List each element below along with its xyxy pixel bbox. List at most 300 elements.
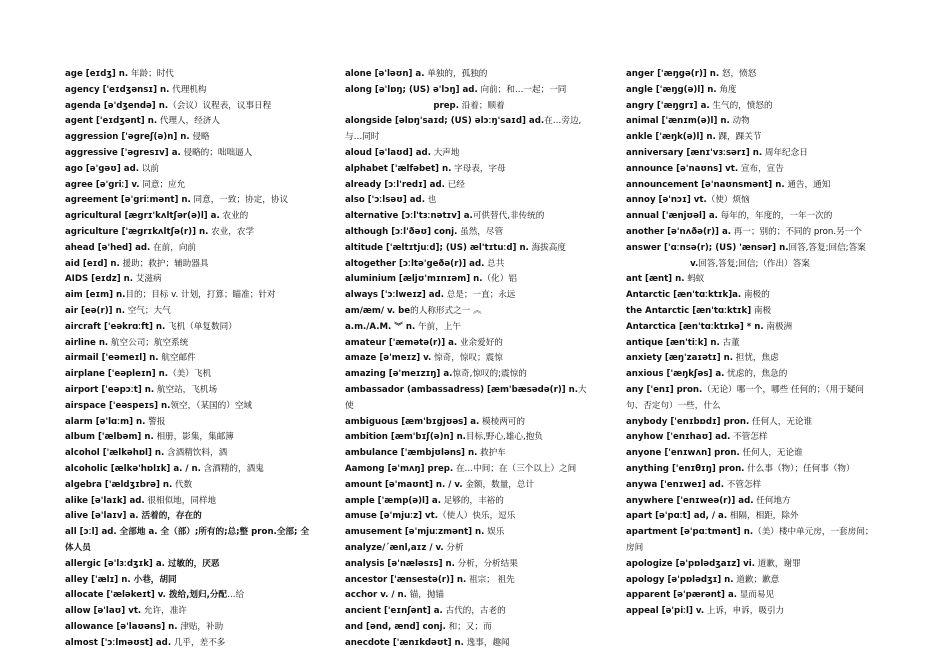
headword: alcohol ['ælkəhɒl] n. <box>65 448 165 459</box>
definition: 娱乐 <box>484 527 505 538</box>
definition: 惊奇，惊叹；震惊 <box>431 353 503 364</box>
headword: alley ['ælɪ] n. 小巷，胡同 <box>65 574 177 585</box>
definition: 道歉；歉意 <box>733 574 780 585</box>
headword: aloud [ə'laʊd] ad. <box>345 147 431 158</box>
vocab-entry <box>65 320 313 336</box>
definition: 业余爱好的 <box>457 337 503 348</box>
vocab-entry <box>626 225 874 241</box>
vocab-entry <box>345 162 593 178</box>
vocab-entry <box>626 478 874 494</box>
headword: any ['enɪ] pron. <box>626 384 703 395</box>
vocab-entry <box>65 241 313 257</box>
definition: 援助；救护；辅助器具 <box>119 258 209 269</box>
definition: 在…旁边,与…同时 <box>345 116 582 143</box>
vocab-entry <box>65 399 313 415</box>
headword: and [ənd, ænd] conj. <box>345 621 446 632</box>
headword: Aamong [ə'mʌŋ] prep. <box>345 463 454 474</box>
vocab-entry <box>345 304 593 320</box>
definition: 空气；大气 <box>124 305 171 316</box>
headword: another [ə'nʌðə(r)] a. <box>626 226 732 237</box>
vocab-entry <box>345 257 593 273</box>
headword: agent ['eɪdʒənt] n. <box>65 116 158 127</box>
definition: 目的；目标 v. 计划，打算；瞄准；针对 <box>125 290 276 301</box>
vocab-entry <box>626 241 874 257</box>
vocab-entry <box>345 67 593 83</box>
headword: ambulance ['æmbjʊləns] n. <box>345 448 478 459</box>
vocab-entry <box>626 320 874 336</box>
vocab-entry <box>65 114 313 130</box>
headword: anxiety [æŋ'zaɪətɪ] n. <box>626 353 734 364</box>
definition: 领空，（某国的）空域 <box>170 400 253 411</box>
vocab-entry <box>65 83 313 99</box>
definition: 和；又；而 <box>445 621 492 632</box>
vocab-entry <box>345 336 593 352</box>
definition: 侵略的；咄咄逼人 <box>180 147 253 158</box>
headword: ancestor ['ænsestə(r)] n. <box>345 574 467 585</box>
definition: 金额，数量，总计 <box>462 479 535 490</box>
definition: 几乎，差不多 <box>171 637 226 648</box>
vocab-entry <box>626 257 874 273</box>
vocab-entry <box>626 604 874 620</box>
definition: 分析 <box>443 542 464 553</box>
headword: aid [eɪd] n. <box>65 258 120 269</box>
definition: （会议）议程表，议事日程 <box>168 100 272 111</box>
definition: 农业，农学 <box>208 226 255 237</box>
definition: 古代的，古老的 <box>442 606 506 617</box>
headword: announcement [ə'naʊnsmənt] n. <box>626 179 785 190</box>
definition: 同意；应允 <box>139 179 186 190</box>
vocab-entry <box>65 557 313 573</box>
vocab-entry <box>345 446 593 462</box>
vocab-entry <box>345 209 593 225</box>
headword: alongside [əlɒŋ'saɪd; (US) əlɔːŋ'saɪd] ad. <box>345 116 545 127</box>
vocab-entry <box>626 446 874 462</box>
headword: anger ['æŋgə(r)] n. <box>626 69 720 79</box>
headword: ambassador (ambassadress) [æm'bæsədə(r)] n. <box>345 384 579 395</box>
headword: ago [ə'gəʊ] ad. <box>65 163 139 174</box>
headword: ambiguous [æm'bɪgjʊəs] a. <box>345 416 480 427</box>
vocab-entry <box>626 351 874 367</box>
definition: 的人称形式之一 ︽ <box>410 305 482 316</box>
vocab-entry <box>65 620 313 636</box>
definition: 南极洲 <box>763 321 793 332</box>
headword: v. <box>690 258 699 269</box>
definition: （使）烦恼 <box>706 195 750 206</box>
definition: 回答,答复;回信;答案 <box>788 242 866 253</box>
headword: antique [æn'tiːk] n. <box>626 337 720 348</box>
definition: 以前 <box>139 163 159 174</box>
headword: already [ɔːl'redɪ] ad. <box>345 179 445 190</box>
headword: alarm [ə'lɑːm] n. <box>65 416 146 427</box>
vocab-entry <box>65 209 313 225</box>
vocab-entry <box>345 99 593 115</box>
vocab-entry <box>65 636 313 652</box>
definition: 动物 <box>729 116 750 127</box>
definition: 午前，上午 <box>415 321 461 332</box>
definition: 可供替代,非传统的 <box>472 211 545 222</box>
vocab-entry <box>626 588 874 604</box>
vocab-entry <box>65 162 313 178</box>
headword: agree [ə'griː] v. <box>65 179 140 190</box>
definition: 每年的，年度的，一年一次的 <box>717 211 833 222</box>
definition: 总共 <box>484 258 505 269</box>
vocab-entry <box>626 430 874 446</box>
definition: 显而易见 <box>737 590 775 601</box>
definition: 代数 <box>172 479 193 490</box>
column-2 <box>345 67 593 651</box>
headword: almost ['ɔːlməʊst] ad. <box>65 637 172 648</box>
definition: 古董 <box>719 337 740 348</box>
headword: alive [ə'laɪv] a. 活着的，存在的 <box>65 511 202 522</box>
vocab-entry <box>65 462 313 478</box>
headword: appeal [ə'piːl] v. <box>626 606 705 617</box>
headword: a.m./A.M. ︾ n. <box>345 321 416 332</box>
vocab-entry <box>65 257 313 273</box>
vocab-entry <box>626 336 874 352</box>
headword: airplane ['eəpleɪn] n. <box>65 369 169 380</box>
vocab-entry <box>345 430 593 446</box>
vocab-entry <box>65 525 313 557</box>
definition: （美）楼中单元房，一套房间；房间 <box>626 527 874 553</box>
headword: animal ['ænɪm(ə)l] n. <box>626 116 730 127</box>
headword: allocate ['æləkeɪt] v. 拨给,划归,分配 <box>65 590 228 601</box>
vocab-entry <box>345 478 593 494</box>
definition: 不管怎样 <box>730 432 768 443</box>
vocab-entry <box>345 462 593 478</box>
headword: ankle ['æŋk(ə)l] n. <box>626 132 716 143</box>
definition: 航空邮件 <box>158 353 196 364</box>
vocab-entry <box>345 604 593 620</box>
headword: age [eɪdʒ] n. <box>65 69 129 79</box>
headword: angle ['æŋg(ə)l] n. <box>626 84 717 95</box>
headword: altitude ['æltɪtjuːd]; (US) æl'tɪtuːd] n. <box>345 242 529 253</box>
headword: anybody ['enɪbɒdɪ] pron. <box>626 416 750 427</box>
headword: the Antarctic [æn'tɑːktɪk] <box>626 305 752 316</box>
vocab-entry <box>626 162 874 178</box>
headword: allowance [ə'laʊəns] n. <box>65 621 178 632</box>
definition: 津贴，补助 <box>177 621 224 632</box>
definition: 怒，愤怒 <box>719 69 757 79</box>
definition: 目标,野心,雄心,抱负 <box>465 432 543 443</box>
vocab-entry <box>65 272 313 288</box>
vocab-entry <box>345 146 593 162</box>
vocab-entry <box>626 99 874 115</box>
vocab-entry <box>345 225 593 241</box>
definition: 飞机（单复数同） <box>165 321 237 332</box>
vocab-entry <box>345 636 593 652</box>
headword: although [ɔːl'ðəʊ] conj. <box>345 226 458 237</box>
headword: Antarctica [æn'tɑːktɪkə] * n. <box>626 321 764 332</box>
definition: …给 <box>227 590 245 601</box>
vocab-entry <box>65 367 313 383</box>
vocab-entry <box>626 557 874 573</box>
vocab-entry <box>345 620 593 636</box>
headword: airport ['eəpɔːt] n. <box>65 384 155 395</box>
definition: 大使 <box>345 384 587 411</box>
headword: album ['ælbəm] n. <box>65 432 154 443</box>
vocab-entry <box>65 446 313 462</box>
vocab-entry <box>345 83 593 99</box>
definition: 周年纪念日 <box>762 147 808 158</box>
vocab-entry <box>65 604 313 620</box>
vocab-entry <box>345 541 593 557</box>
vocab-entry <box>345 494 593 510</box>
headword: allow [ə'laʊ] vt. <box>65 606 142 617</box>
headword: agenda [ə'dʒendə] n. <box>65 100 169 111</box>
vocab-entry <box>626 573 874 589</box>
definition: 总是；一直；永远 <box>444 290 516 301</box>
headword: apologize [ə'pɒlədʒaɪz] vi. <box>626 558 755 569</box>
vocab-entry <box>65 336 313 352</box>
definition: 回答,答复;回信;（作出）答案 <box>698 258 810 269</box>
vocab-entry <box>626 288 874 304</box>
definition: （无论）哪一个，哪些 任何的；（用于疑问句、否定句）一些，什么 <box>626 384 865 411</box>
definition: 很相似地，同样地 <box>144 495 217 506</box>
definition: （使人）快乐，逗乐 <box>438 511 516 522</box>
headword: apart [ə'pɑːt] ad, / a. <box>626 511 728 522</box>
column-3 <box>626 67 874 620</box>
vocab-entry <box>65 130 313 146</box>
headword: annoy [ə'nɔɪ] vt. <box>626 195 707 206</box>
vocab-entry <box>626 272 874 288</box>
headword: aim [eɪm] n. <box>65 290 126 301</box>
definition: 向前；和…一起；一同 <box>477 84 567 95</box>
vocab-entry <box>65 383 313 399</box>
definition: 代理机构 <box>169 84 207 95</box>
definition: 忧虑的，焦急的 <box>724 369 788 380</box>
column-1 <box>65 67 313 651</box>
headword: anyone ['enɪwʌn] pron. <box>626 448 740 459</box>
headword: also ['ɔːlsəʊ] ad. <box>345 195 425 206</box>
headword: announce [ə'naʊns] vt. <box>626 163 739 174</box>
headword: amazing [ə'meɪzɪŋ] a. <box>345 369 453 380</box>
vocab-entry <box>345 367 593 383</box>
definition: 相册，影集，集邮簿 <box>153 432 234 443</box>
vocab-entry <box>345 383 593 415</box>
definition: 侵略 <box>189 132 210 143</box>
vocab-entry <box>626 509 874 525</box>
vocab-entry <box>345 588 593 604</box>
headword: aluminium [æljʊ'mɪnɪəm] n. <box>345 274 483 285</box>
headword: alone [ə'ləʊn] a. <box>345 69 425 79</box>
definition: 航空公司；航空系统 <box>108 337 189 348</box>
definition: 分析，分析结果 <box>454 558 518 569</box>
definition: 含酒精饮料，酒 <box>164 448 228 459</box>
vocab-entry <box>345 193 593 209</box>
headword: airmail ['eəmeɪl] n. <box>65 353 159 364</box>
headword: aggressive ['əgresɪv] a. <box>65 147 181 158</box>
definition: 相隔，相距，除外 <box>727 511 799 522</box>
headword: ahead [ə'hed] ad. <box>65 242 151 253</box>
definition: 逸事，趣闻 <box>463 637 510 648</box>
definition: 救护车 <box>477 448 506 459</box>
vocab-entry <box>345 509 593 525</box>
definition: 锚，抛锚 <box>406 590 445 601</box>
vocab-entry <box>65 415 313 431</box>
vocab-entry <box>345 320 593 336</box>
vocab-entry <box>626 130 874 146</box>
vocab-entry <box>65 304 313 320</box>
definition: 任何地方 <box>753 495 791 506</box>
headword: aircraft ['eəkrɑːft] n. <box>65 321 166 332</box>
vocab-entry <box>65 193 313 209</box>
definition: （美）飞机 <box>168 369 212 380</box>
definition: 祖宗； 祖先 <box>466 574 515 585</box>
headword: apartment [ə'pɑːtmənt] n. <box>626 527 754 538</box>
headword: always ['ɔːlweɪz] ad. <box>345 290 445 301</box>
vocab-entry <box>65 67 313 83</box>
headword: anniversary [ænɪ'vɜːsərɪ] n. <box>626 147 763 158</box>
headword: apology [ə'pɒlədʒɪ] n. <box>626 574 734 585</box>
headword: alike [ə'laɪk] ad. <box>65 495 145 506</box>
headword: anxious ['æŋkʃəs] a. <box>626 369 725 380</box>
headword: analyze/ˊænl,aɪz / v. <box>345 542 444 553</box>
definition: 足够的，丰裕的 <box>440 495 504 506</box>
definition: 代理人，经济人 <box>157 116 220 127</box>
definition: 允许，准许 <box>141 606 187 617</box>
headword: amusement [ə'mjuːzmənt] n. <box>345 527 485 538</box>
definition: 再一；别的；不同的 pron.另一个 <box>731 226 862 237</box>
headword: ancient ['eɪnʃənt] a. <box>345 606 443 617</box>
headword: alcoholic [ælkə'hɒlɪk] a. / n. <box>65 463 201 474</box>
headword: agricultural [ægrɪ'kʌltʃər(ə)l] a. <box>65 211 220 222</box>
vocab-entry <box>345 114 593 146</box>
headword: am/æm/ v. be <box>345 305 411 316</box>
headword: anywa ['enɪweɪ] ad. <box>626 479 725 490</box>
definition: 任何人，无论谁 <box>739 448 803 459</box>
definition: 单独的，孤独的 <box>424 69 488 79</box>
definition: （化）铝 <box>482 274 517 285</box>
definition: 含酒精的，酒鬼 <box>200 463 264 474</box>
definition: 在…中间；在（三个以上）之间 <box>453 463 577 474</box>
definition: 生气的，愤怒的 <box>709 100 773 111</box>
definition: 同意，一致；协定，协议 <box>190 195 289 206</box>
headword: prep. <box>433 100 459 111</box>
headword: amateur ['æmətə(r)] a. <box>345 337 458 348</box>
vocab-entry <box>626 114 874 130</box>
vocab-entry <box>626 193 874 209</box>
vocab-entry <box>65 509 313 525</box>
headword: anyhow ['enɪhaʊ] ad. <box>626 432 731 443</box>
vocab-entry <box>65 288 313 304</box>
definition: 模棱两可的 <box>479 416 525 427</box>
headword: acchor v. / n. <box>345 590 407 601</box>
vocab-entry <box>626 383 874 415</box>
vocab-entry <box>626 67 874 83</box>
headword: along [ə'lɒŋ; (US) ə'lɔŋ] ad. <box>345 84 478 95</box>
definition: 什么事（物）；任何事（物） <box>744 463 855 474</box>
headword: agency ['eɪdʒənsɪ] n. <box>65 84 170 95</box>
vocab-entry <box>65 351 313 367</box>
vocab-entry <box>345 525 593 541</box>
headword: ample ['æmp(ə)l] a. <box>345 495 441 506</box>
vocab-entry <box>345 272 593 288</box>
headword: all [ɔːl] ad. 全部地 a. 全（部）;所有的;总;整 pron.全部; 全体人员 <box>65 527 310 553</box>
vocab-entry <box>626 178 874 194</box>
headword: ambition [æm'bɪʃ(ə)n] n. <box>345 432 466 443</box>
vocab-entry <box>65 178 313 194</box>
headword: airline n. <box>65 337 109 348</box>
headword: air [eə(r)] n. <box>65 305 125 316</box>
definition: 虽然，尽管 <box>457 226 504 237</box>
definition: 农业的 <box>219 211 249 222</box>
headword: amuse [ə'mjuːz] vt. <box>345 511 439 522</box>
headword: amount [ə'maʊnt] n. / v. <box>345 479 463 490</box>
definition: 字母表，字母 <box>451 163 506 174</box>
headword: aggression ['əgreʃ(ə)n] n. <box>65 132 190 143</box>
headword: analysis [ə'næləsɪs] n. <box>345 558 455 569</box>
vocab-entry <box>626 494 874 510</box>
definition: 道歉，谢罪 <box>754 558 801 569</box>
definition: 踝，踝关节 <box>715 132 762 143</box>
definition: 艾滋病 <box>133 274 162 285</box>
vocab-entry <box>626 83 874 99</box>
definition: 通告，通知 <box>784 179 831 190</box>
definition: 任何人，无论谁 <box>749 416 813 427</box>
vocab-entry <box>626 146 874 162</box>
headword: agriculture ['ægrɪkʌltʃə(r)] n. <box>65 226 209 237</box>
vocab-entry <box>65 146 313 162</box>
vocab-entry <box>626 209 874 225</box>
definition: 也 <box>424 195 437 206</box>
headword: anything ['enɪθɪŋ] pron. <box>626 463 745 474</box>
definition: 在前，向前 <box>150 242 197 253</box>
vocab-entry <box>345 241 593 257</box>
headword: agreement [ə'griːmənt] n. <box>65 195 191 206</box>
definition: 担忧，焦虑 <box>733 353 779 364</box>
headword: allergic [ə'lɜːdʒɪk] a. 过敏的，厌恶 <box>65 558 220 569</box>
headword: AIDS [eɪdz] n. <box>65 274 134 285</box>
vocab-entry <box>626 525 874 557</box>
definition: 角度 <box>716 84 737 95</box>
definition: 沿着；顺着 <box>458 100 505 111</box>
definition: 南极的 <box>741 290 770 301</box>
headword: algebra ['ældʒɪbrə] n. <box>65 479 173 490</box>
vocab-entry <box>345 178 593 194</box>
headword: anywhere ['enɪweə(r)] ad. <box>626 495 754 506</box>
definition: 已经 <box>444 179 465 190</box>
definition: 南极 <box>751 305 772 316</box>
headword: ant [ænt] n. <box>626 274 685 285</box>
definition: 宣布，宣告 <box>738 163 784 174</box>
headword: amaze [ə'meɪz] v. <box>345 353 432 364</box>
headword: angry ['æŋgrɪ] a. <box>626 100 710 111</box>
definition: 海拔高度 <box>528 242 566 253</box>
headword: airspace ['eəspeɪs] n. <box>65 400 171 411</box>
headword: annual ['ænjʊəl] a. <box>626 211 718 222</box>
headword: apparent [ə'pærənt] a. <box>626 590 738 601</box>
headword: alphabet ['ælfəbet] n. <box>345 163 452 174</box>
vocab-entry <box>345 351 593 367</box>
vocab-entry <box>65 478 313 494</box>
vocab-entry <box>345 573 593 589</box>
vocab-entry <box>345 288 593 304</box>
definition: 航空站，飞机场 <box>154 384 218 395</box>
definition: 不管怎样 <box>724 479 762 490</box>
vocab-entry <box>626 462 874 478</box>
headword: Antarctic [æn'tɑːktɪk]a. <box>626 290 742 301</box>
headword: altogether [ɔːltə'geðə(r)] ad. <box>345 258 485 269</box>
vocab-entry <box>626 367 874 383</box>
vocab-entry <box>65 430 313 446</box>
vocab-entry <box>345 415 593 431</box>
vocab-entry <box>65 225 313 241</box>
definition: 警报 <box>145 416 166 427</box>
definition: 蚂蚁 <box>684 274 705 285</box>
definition: 惊奇,惊叹的;震惊的 <box>452 369 527 380</box>
vocab-entry <box>345 557 593 573</box>
headword: answer ['ɑːnsə(r); (US) 'ænsər] n. <box>626 242 789 253</box>
